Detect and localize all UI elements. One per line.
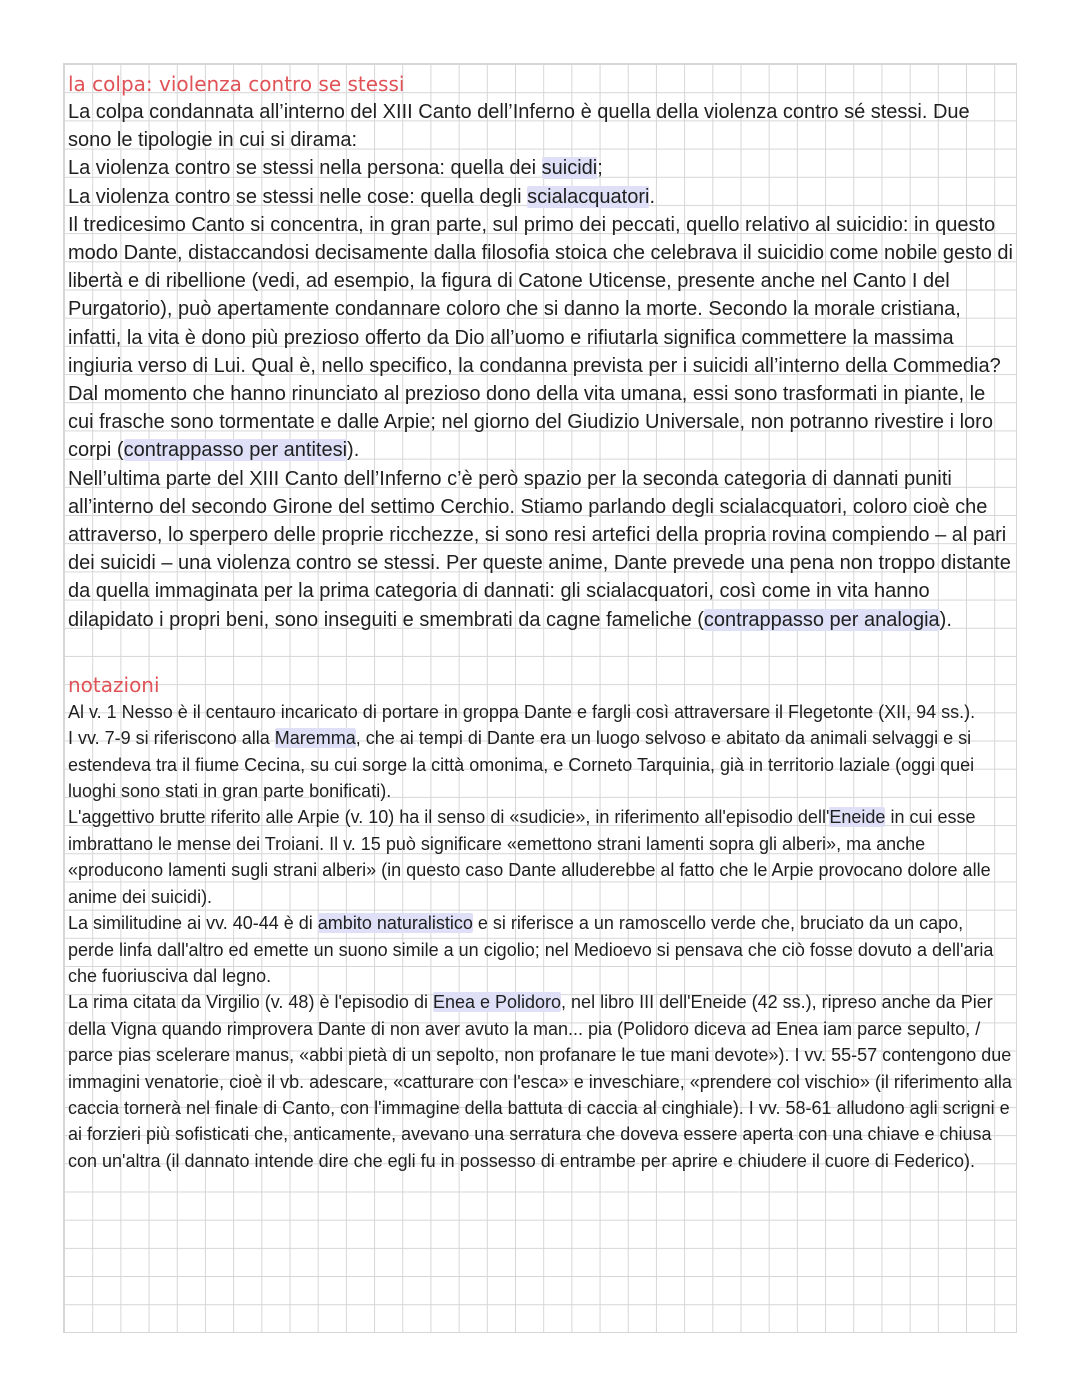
note-polidoro: [68, 989, 1013, 1174]
text: , che ai tempi di Dante era un luogo selvoso e abitato da animali selvaggi e si estendeva tra il fiume Cecina, su cui sorge la città omonima, e Corneto Tarquinia, già in territorio laziale (oggi quei luoghi sono stati in gran parte bonificati).: [68, 728, 975, 802]
text: Nell’ultima parte del XIII Canto dell’Inferno c’è però spazio per la seconda categoria di dannati puniti all’interno del secondo Girone del settimo Cerchio. Stiamo parlando degli scialacquatori, coloro cioè che attraverso, lo sperpero delle proprie ricchezze, si sono resi artefici della propria rovina compiendo – al pari dei suicidi – una violenza contro se stessi. Per queste anime, Dante prevede una pena non troppo distante da quella immaginata per la prima categoria di dannati: gli scialacquatori, così come in vita hanno dilapidato i propri beni, sono inseguiti e smembrati da cagne fameliche (: [68, 467, 1011, 631]
document-body: [68, 70, 1013, 1174]
text: L'aggettivo brutte riferito alle Arpie (v. 10) ha il senso di «sudicie», in riferimento all'episodio dell': [68, 807, 830, 828]
highlight-scialacquatori: scialacquatori: [527, 185, 650, 208]
text: Il tredicesimo Canto si concentra, in gran parte, sul primo dei peccati, quello relativo al suicidio: in questo modo Dante, distaccandosi decisamente dalla filosofia stoica che celebrava il suicidio come nobile gesto di libertà e di ribellione (vedi, ad esempio, la figura di Catone Uticense, presente anche nel Canto I del Purgatorio), può apertamente condannare coloro che si danno la morte. Secondo la morale cristiana, infatti, la vita è dono più prezioso offerto da Dio all’uomo e rifiutarla significa commettere la massima ingiuria verso di Lui. Qual è, nello specifico, la condanna prevista per i suicidi all’interno della Commedia? Dal momento che hanno rinunciato al prezioso dono della vita umana, essi sono trasformati in piante, le cui frasche sono tormentate e dalle Arpie; nel giorno del Giudizio Universale, non potranno rivestire i loro corpi (: [68, 213, 1013, 462]
text: La similitudine ai vv. 40-44 è di: [68, 913, 318, 934]
text: La violenza contro se stessi nelle cose: quella degli: [68, 185, 528, 208]
note-similitudine: [68, 910, 1013, 989]
text: .: [649, 185, 656, 208]
section-title-notazioni: notazioni: [68, 672, 160, 697]
highlight-contrappasso-antitesi: contrappasso per antitesi: [123, 439, 348, 462]
text: in cui esse imbrattano le mense dei Troiani. Il v. 15 può significare «emettono strani lamenti sopra gli alberi», ma anche «producono lamenti sugli strani alberi» (in questo caso Dante alluderebbe al fatto che le Arpie provocano dolore alle anime dei suicidi).: [68, 807, 991, 907]
paragraph-scialacquatori: [68, 183, 1013, 211]
paragraph-suicidio: [68, 211, 1013, 465]
paragraph-scialacquatori-pena: [68, 465, 1013, 634]
section-notazioni: [68, 671, 1013, 1174]
text: Al v. 1 Nesso è il centauro incaricato di portare in groppa Dante e fargli così attraversare il Flegetonte (XII, 94 ss.).: [68, 701, 976, 722]
text: e si riferisce a un ramoscello verde che, bruciato da un capo, perde linfa dall'altro ed emette un suono simile a un cigolio; nel Medioevo si pensava che ciò fosse dovuto a dell'aria che fuoriusciva dal legno.: [68, 913, 994, 986]
note-maremma: [68, 725, 1013, 804]
highlight-eneide: Eneide: [829, 807, 886, 828]
note-nesso: [68, 699, 1013, 725]
text: ).: [939, 608, 952, 631]
highlight-enea-polidoro: Enea e Polidoro: [432, 992, 562, 1013]
paragraph-intro: [68, 98, 1013, 154]
paragraph-suicidi: [68, 154, 1013, 182]
text: ;: [597, 157, 603, 180]
highlight-ambito-naturalistico: ambito naturalistico: [317, 913, 473, 934]
section-la-colpa: [68, 70, 1013, 634]
text: , nel libro III dell'Eneide (42 ss.), ripreso anche da Pier della Vigna quando rimprovera Dante di non aver avuto la man... pia (Polidoro diceva ad Enea iam parce sepulto, / parce pias scelerare manus, «abbi pietà di un sepolto, non profanare le tue mani devote»). I vv. 55-57 contengono due immagini venatorie, cioè il vb. adescare, «catturare con l'esca» e inveschiare, «prendere col vischio» (il riferimento alla caccia tornerà nel finale di Canto, con l'immagine della battuta di caccia al cinghiale). I vv. 58-61 alludono agli scrigni e ai forzieri più sofisticati che, anticamente, avevano una serratura che doveva essere aperta con una chiave e chiusa con un'altra (il dannato intende dire che egli fu in possesso di entrambe per aprire e chiudere il cuore di Federico).: [68, 992, 1012, 1171]
highlight-contrappasso-analogia: contrappasso per analogia: [703, 608, 940, 631]
note-arpie: [68, 804, 1013, 910]
text: ).: [347, 439, 360, 462]
text: La violenza contro se stessi nella persona: quella dei: [68, 157, 542, 180]
text: I vv. 7-9 si riferiscono alla: [68, 728, 275, 749]
section-title-la-colpa: la colpa: violenza contro se stessi: [68, 72, 405, 96]
text: La colpa condannata all’interno del XIII Canto dell’Inferno è quella della violenza contro sé stessi. Due sono le tipologie in cui si dirama:: [68, 101, 970, 152]
text: La rima citata da Virgilio (v. 48) è l'episodio di: [68, 992, 433, 1013]
highlight-suicidi: suicidi: [541, 157, 598, 180]
highlight-maremma: Maremma: [274, 728, 356, 749]
